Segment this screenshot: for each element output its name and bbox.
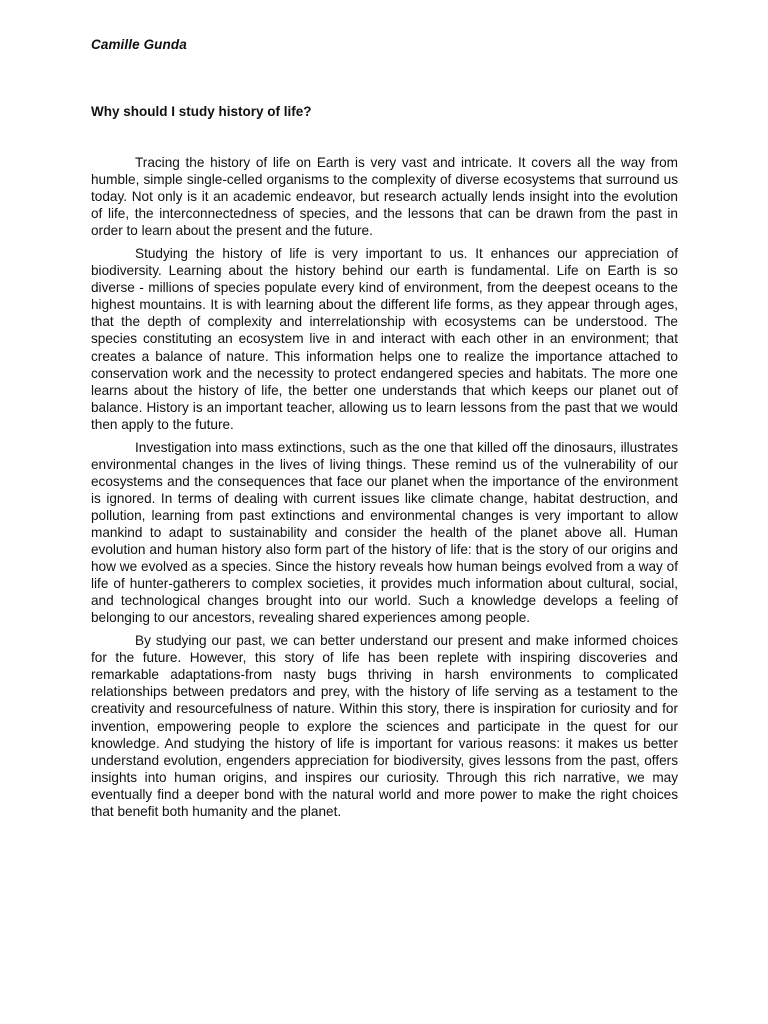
- paragraph-3: Investigation into mass extinctions, such as the one that killed off the dinosaurs, illustrates environmental changes in the lives of living things. These remind us of the vulnerability of our ecosystems and the consequences that face our planet when the importance of the environment is ignored. In terms of dealing with current issues like climate change, habitat destruction, and pollution, learning from past extinctions and environmental changes is very important to allow mankind to adapt to sustainability and consider the health of the planet above all. Human evolution and human history also form part of the history of life: that is the story of our origins and how we evolved as a species. Since the history reveals how human beings evolved from a way of life of hunter-gatherers to complex societies, it provides much information about cultural, social, and technological changes brought into our world. Such a knowledge develops a feeling of belonging to our ancestors, revealing shared experiences among people.: [91, 439, 678, 626]
- essay-body: [91, 154, 678, 826]
- paragraph-1: Tracing the history of life on Earth is very vast and intricate. It covers all the way from humble, simple single-celled organisms to the complexity of diverse ecosystems that surround us today. Not only is it an academic endeavor, but research actually lends insight into the evolution of life, the interconnectedness of species, and the lessons that can be drawn from the past in order to learn about the present and the future.: [91, 155, 678, 239]
- paragraph-2: Studying the history of life is very important to us. It enhances our appreciation of biodiversity. Learning about the history behind our earth is fundamental. Life on Earth is so diverse - millions of species populate every kind of environment, from the deepest oceans to the highest mountains. It is with learning about the different life forms, as they appear through ages, that the depth of complexity and interrelationship with ecosystems can be understood. The species constituting an ecosystem live in and interact with each other in an environment; that creates a balance of nature. This information helps one to realize the importance attached to conservation work and the necessity to protect endangered species and habitats. The more one learns about the history of life, the better one understands that which keeps our planet out of balance. History is an important teacher, allowing us to learn lessons from the past that we would then apply to the future.: [91, 246, 678, 432]
- essay-title: Why should I study history of life?: [91, 104, 312, 119]
- author-name: Camille Gunda: [91, 37, 187, 52]
- paragraph-4: By studying our past, we can better understand our present and make informed choices for the future. However, this story of life has been replete with inspiring discoveries and remarkable adaptations-from nasty bugs thriving in harsh environments to complicated relationships between predators and prey, with the history of life serving as a testament to the creativity and resourcefulness of nature. Within this story, there is inspiration for curiosity and for invention, empowering people to explore the sciences and participate in the quest for our knowledge. And studying the history of life is important for various reasons: it makes us better understand evolution, engenders appreciation for biodiversity, gives lessons from the past, offers insights into human origins, and inspires our curiosity. Through this rich narrative, we may eventually find a deeper bond with the natural world and more power to make the right choices that benefit both humanity and the planet.: [91, 633, 678, 819]
